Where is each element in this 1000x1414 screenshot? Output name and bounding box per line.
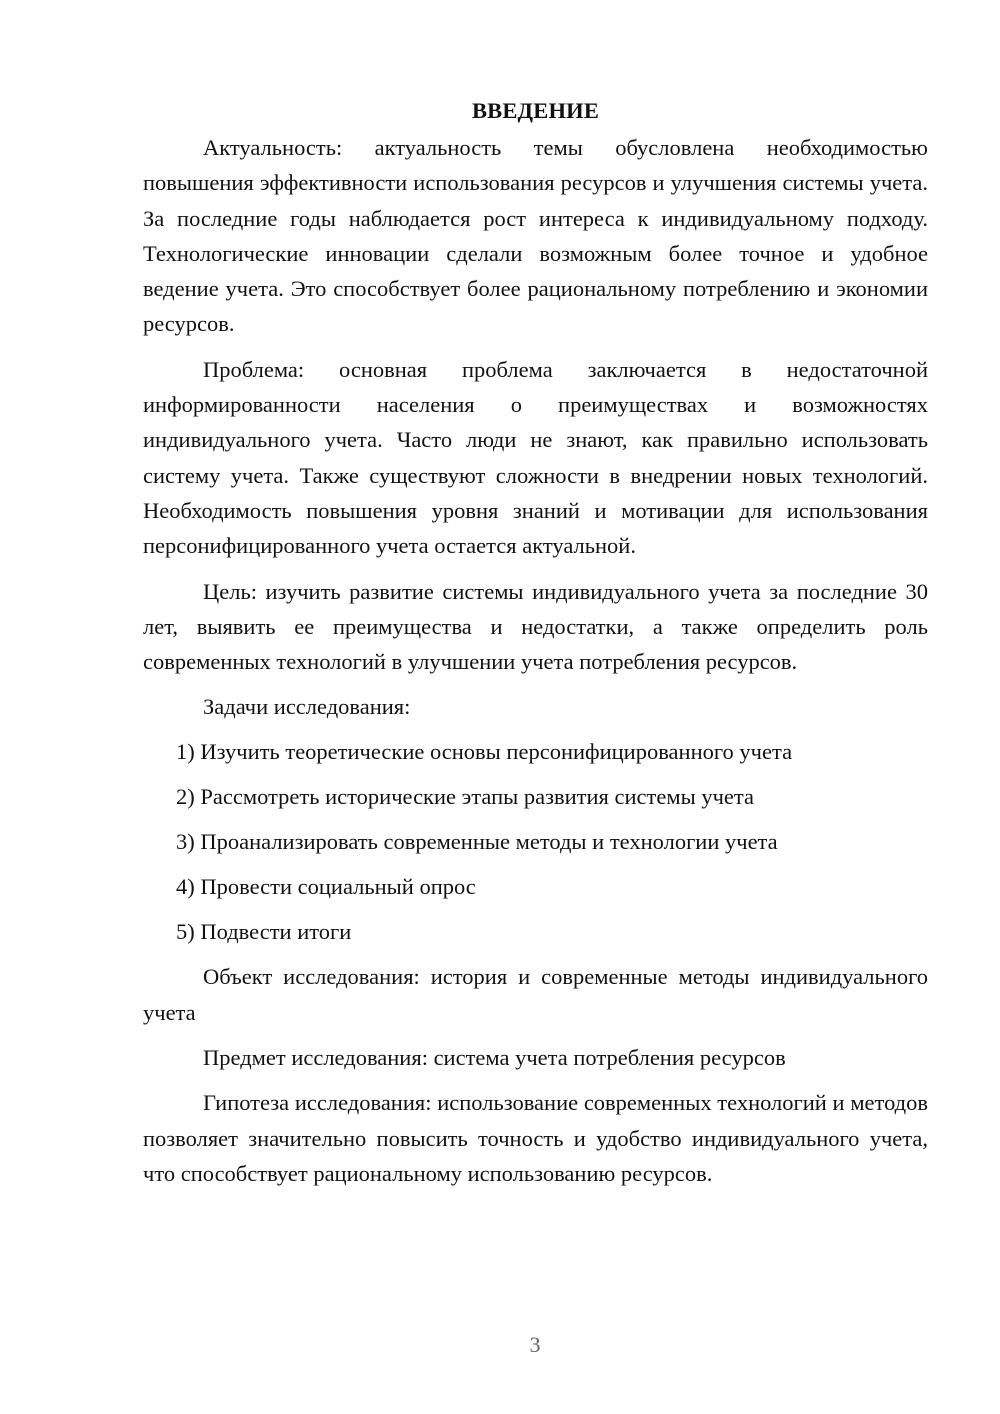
task-item: 4) Провести социальный опрос xyxy=(176,874,476,900)
relevance-paragraph: Актуальность: актуальность темы обусловлена необходимостью повышения эффективности использования ресурсов и улучшения системы учета. За последние годы наблюдается рост интереса к индивидуальному подходу. Технологические инновации сделали возможным более точное и удобное ведение учета. Это способствует более рациональному потреблению и экономии ресурсов. xyxy=(143,135,928,337)
section-heading: ВВЕДЕНИЕ xyxy=(471,98,600,123)
problem-paragraph: Проблема: основная проблема заключается в недостаточной информированности населения о преимуществах и возможностях индивидуального учета. Часто люди не знают, как правильно использовать систему учета. Также существуют сложности в внедрении новых технологий. Необходимость повышения уровня знаний и мотивации для использования персонифицированного учета остается актуальной. xyxy=(143,356,928,559)
object-paragraph: Объект исследования: история и современные методы индивидуального учета xyxy=(143,964,928,1025)
task-item: 2) Рассмотреть исторические этапы развития системы учета xyxy=(176,784,754,810)
page-content xyxy=(143,93,928,1191)
task-item: 3) Проанализировать современные методы и технологии учета xyxy=(176,829,778,855)
task-item: 5) Подвести итоги xyxy=(176,919,352,945)
task-item: 1) Изучить теоретические основы персонифицированного учета xyxy=(176,739,793,765)
tasks-list xyxy=(143,734,928,949)
subject-paragraph: Предмет исследования: система учета потребления ресурсов xyxy=(203,1045,786,1071)
tasks-title: Задачи исследования: xyxy=(203,694,411,720)
page-number: 3 xyxy=(529,1332,541,1357)
goal-paragraph: Цель: изучить развитие системы индивидуального учета за последние 30 лет, выявить ее преимущества и недостатки, а также определить роль современных технологий в улучшении учета потребления ресурсов. xyxy=(143,578,928,675)
hypothesis-paragraph: Гипотеза исследования: использование современных технологий и методов позволяет значительно повысить точность и удобство индивидуального учета, что способствует рациональному использованию ресурсов. xyxy=(143,1090,928,1186)
